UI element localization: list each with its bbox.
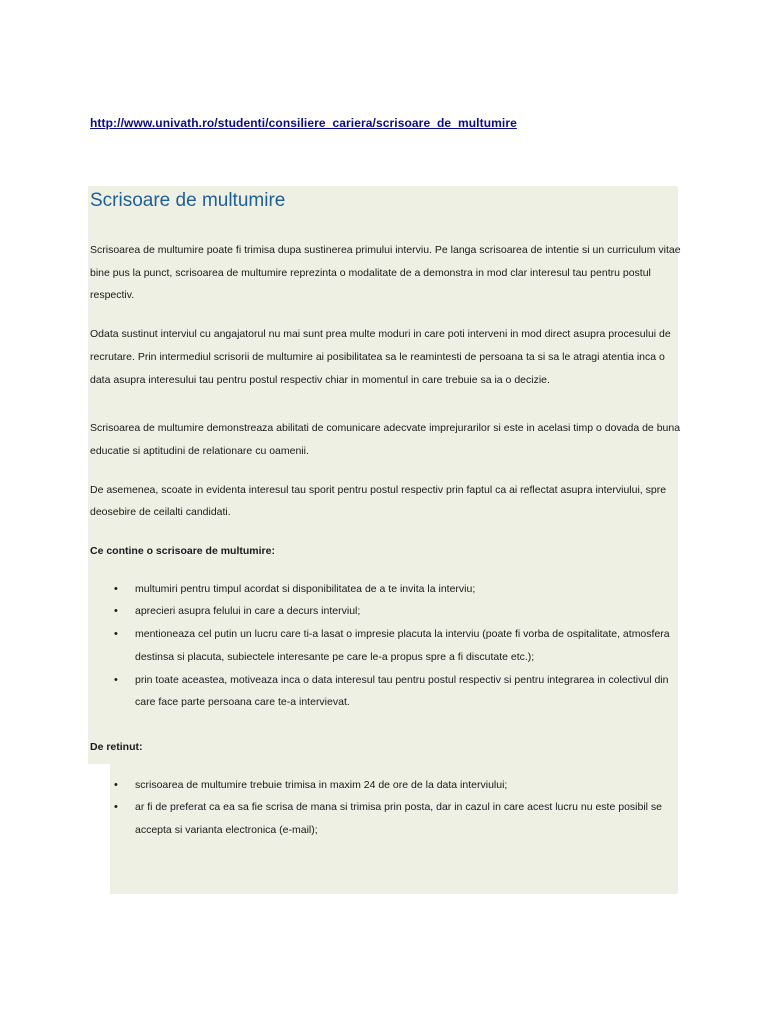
section-heading-contents: Ce contine o scrisoare de multumire: (90, 545, 275, 558)
article-title: Scrisoare de multumire (90, 190, 286, 211)
contents-list (90, 578, 682, 714)
paragraph-interest: De asemenea, scoate in evidenta interesul tau sporit pentru postul respectiv prin faptul ca ai reflectat asupra interviului, spre deosebire de ceilalti candidati. (90, 483, 667, 519)
list-item: • aprecieri asupra felului in care a decurs interviul; (90, 600, 682, 623)
list-item: • scrisoarea de multumire trebuie trimisa in maxim 24 de ore de la data interviului; (90, 774, 682, 797)
article (90, 186, 682, 864)
list-item: • multumiri pentru timpul acordat si disponibilitatea de a te invita la interviu; (90, 578, 682, 601)
list-item: • prin toate aceastea, motiveaza inca o data interesul tau pentru postul respectiv si pentru integrarea in colectivul din care face parte persoana care te-a intervievat. (90, 669, 682, 714)
source-link[interactable]: http://www.univath.ro/studenti/consiliere_cariera/scrisoare_de_multumire (90, 116, 517, 130)
list-item: • mentioneaza cel putin un lucru care ti-a lasat o impresie placuta la interviu (poate fi vorba de ospitalitate, atmosfera destinsa si placuta, subiectele interesante pe care le-a propus spre a fi discutate etc.); (90, 623, 682, 668)
section-heading-remember: De retinut: (90, 740, 143, 753)
paragraph-skills: Scrisoarea de multumire demonstreaza abilitati de comunicare adecvate imprejurarilor si este in acelasi timp o dovada de buna educatie si aptitudini de relationare cu oamenii. (90, 422, 681, 457)
remember-list (90, 774, 682, 842)
paragraph-recruitment: Odata sustinut interviul cu angajatorul nu mai sunt prea multe moduri in care poti interveni in mod direct asupra procesului de recrutare. Prin intermediul scrisorii de multumire ai posibilitatea sa le reamintesti de persoana ta si sa le atragi atentia inca o data asupra interesului tau pentru postul respectiv chiar in momentul in care trebuie sa ia o decizie. (90, 328, 671, 386)
list-item: • ar fi de preferat ca ea sa fie scrisa de mana si trimisa prin posta, dar in cazul in care acest lucru nu este posibil se accepta si varianta electronica (e-mail); (90, 796, 682, 841)
paragraph-intro: Scrisoarea de multumire poate fi trimisa dupa sustinerea primului interviu. Pe langa scrisoarea de intentie si un curriculum vitae bine pus la punct, scrisoarea de multumire reprezinta o modalitate de a demonstra in mod clar interesul tau pentru postul respectiv. (90, 244, 681, 302)
